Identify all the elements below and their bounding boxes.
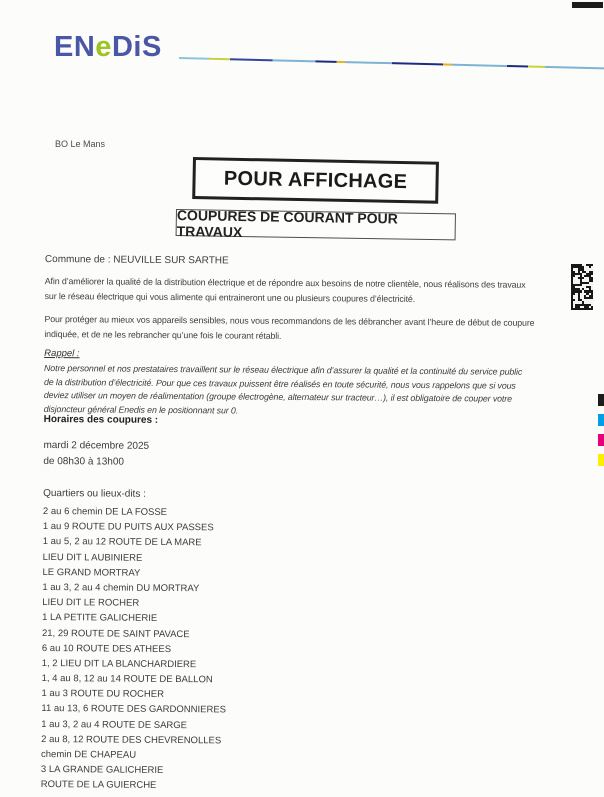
calibration-bar-cyan <box>598 414 604 426</box>
district-item: 1, 4 au 8, 12 au 14 ROUTE DE BALLON <box>41 673 213 686</box>
letter-body <box>41 251 590 797</box>
district-item: LE GRAND MORTRAY <box>42 566 141 579</box>
office-label: BO Le Mans <box>55 139 106 149</box>
header-rule <box>179 57 604 69</box>
rappel-heading: Rappel : <box>44 347 80 360</box>
outage-date: mardi 2 décembre 2025 <box>43 439 150 452</box>
district-item: 1 au 9 ROUTE DU PUITS AUX PASSES <box>42 521 214 534</box>
rappel-paragraph: Notre personnel et nos prestataires travaillent sur le réseau électrique afin d’assurer la qualité et la continuité du service public de la distribution d’électricité. Pour que ces travaux puissent être réalisés en toute sécurité, nous vous rappelons que si vous deviez utiliser un moyen de réalimentation (groupe électrogène, alternateur sur tracteur…), il est obligatoire de couper votre disjoncteur général Enedis en le positionnant sur 0. <box>43 362 523 416</box>
district-item: LIEU DIT LE ROCHER <box>42 597 140 609</box>
district-item: 2 au 8, 12 ROUTE DES CHEVRENOLLES <box>41 733 222 747</box>
intro-paragraph: Afin d’améliorer la qualité de la distribution électrique et de répondre aux besoins de notre clientèle, nous réalisons des travaux sur le réseau électrique qui vous alimente qui entraineront une ou plusieurs coupures d’électricité. <box>44 275 526 304</box>
enedis-logo <box>54 33 162 62</box>
datamatrix-code <box>571 264 593 310</box>
schedule-heading: Horaires des coupures : <box>43 413 159 426</box>
district-item: 3 LA GRANDE GALICHERIE <box>40 764 164 777</box>
calibration-bar-yellow <box>598 454 604 466</box>
advice-paragraph: Pour protéger au mieux vos appareils sensibles, nous vous recommandons de les débrancher avant l’heure de début de coupure indiquée, et de ne les rebrancher qu’une fois le courant rétabli. <box>44 313 535 341</box>
district-item: 2 au 6 chemin DE LA FOSSE <box>42 505 168 518</box>
district-item: 6 au 10 ROUTE DES ATHEES <box>41 642 172 655</box>
districts-heading: Quartiers ou lieux-dits : <box>43 487 146 500</box>
district-item: LIEU DIT L AUBINIERE <box>42 551 143 564</box>
title-banner-label: COUPURES DE COURANT POUR TRAVAUX <box>176 206 398 240</box>
commune-value: NEUVILLE SUR SARTHE <box>113 254 229 267</box>
calibration-bar-black <box>598 394 604 406</box>
commune-line <box>45 254 229 266</box>
district-item: 1 LA PETITE GALICHERIE <box>42 612 158 625</box>
affichage-banner-label: POUR AFFICHAGE <box>223 167 408 193</box>
district-item: 21, 29 ROUTE DE SAINT PAVACE <box>41 627 190 640</box>
district-item: 1 au 3, 2 au 4 ROUTE DE SARGE <box>41 718 188 731</box>
calibration-bar-magenta <box>598 434 604 446</box>
logo-part-e: e <box>95 31 112 63</box>
district-item: 1 au 5, 2 au 12 ROUTE DE LA MARE <box>42 536 202 549</box>
district-item: 1, 2 LIEU DIT LA BLANCHARDIERE <box>41 657 197 671</box>
outage-hours: de 08h30 à 13h00 <box>43 455 125 468</box>
district-item: 11 au 13, 6 ROUTE DES GARDONNIERES <box>41 703 227 716</box>
affichage-banner <box>192 157 439 204</box>
district-item: chemin DE CHAPEAU <box>41 748 137 761</box>
district-list <box>41 504 228 794</box>
commune-label: Commune de : <box>44 253 111 266</box>
district-item: 1 au 3 ROUTE DU ROCHER <box>41 688 165 701</box>
district-item: ROUTE DE LA GUIERCHE <box>40 779 157 792</box>
logo-part-dis: DiS <box>111 31 162 63</box>
scan-artifact-mark <box>572 2 603 8</box>
district-item: 1 au 3, 2 au 4 chemin DU MORTRAY <box>42 581 200 595</box>
title-banner <box>176 206 456 240</box>
logo-part-en: EN <box>54 31 96 63</box>
